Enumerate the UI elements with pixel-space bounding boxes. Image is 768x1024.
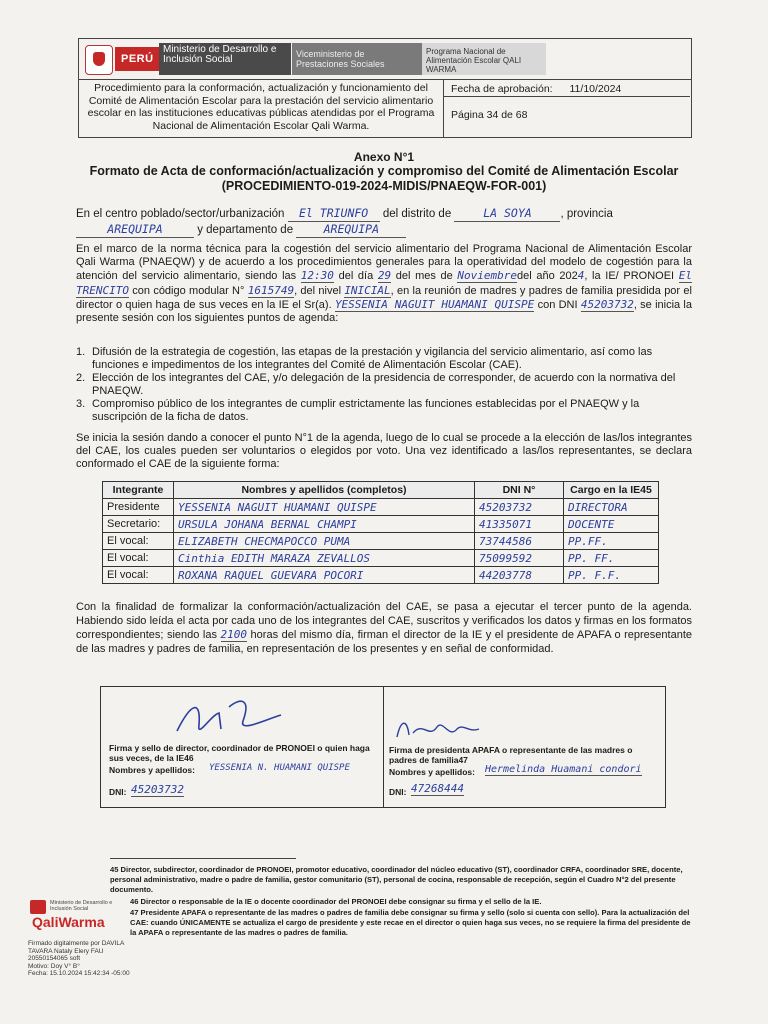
intro-text-1: En el marco de la norma técnica para la cogestión del servicio alimentario del Programa Nacional de Alimentación Escolar Qali Warma (PNAEQW) y de acuerdo a los procedimientos generales para la operatividad del modelo de cogestión para la atención del servicio alimentario, siendo las	[76, 243, 692, 283]
footnote-rule	[110, 858, 296, 859]
closing-text-1: Con la finalidad de formalizar la conformación/actualización del CAE, se pasa a ejecutar el tercer punto de la agenda. Habiendo sido leída el acta por cada uno de los integrantes del CAE, suscritos y verificados los datos y firmas en los formatos correspondientes; siendo las	[76, 601, 692, 641]
cell-cargo: DIRECTORA	[564, 499, 659, 516]
closing-paragraph	[76, 601, 692, 656]
col-nombres: Nombres y apellidos (completos)	[174, 482, 475, 499]
footnote-46: 46 Director o responsable de la IE o docente coordinador del PRONOEI debe consignar su firma y el sello de la IE.	[130, 897, 542, 906]
hora-cierre: 2100	[220, 628, 248, 641]
program-name: Programa Nacional de Alimentación Escolar QALI WARMA	[422, 43, 546, 75]
ie-nombre: El TRENCITO	[76, 269, 692, 297]
cell-nombre: YESSENIA NAGUIT HUAMANI QUISPE	[174, 499, 475, 516]
approval-date-label: Fecha de aprobación:	[451, 83, 553, 95]
apafa-dni: 47268444	[411, 782, 464, 795]
signature-box	[100, 686, 666, 808]
approval-date	[451, 83, 687, 95]
director-names-label: Nombres y apellidos:	[109, 765, 195, 775]
presidente-sesion: YESSENIA NAGUIT HUAMANI QUISPE	[334, 297, 535, 311]
closing-text-2: horas del mismo día, firman el director de la IE y el presidente de APAFA o representante de las madres y padres de familia, en representación de los presentes y en señal de conformidad.	[76, 629, 692, 655]
col-cargo: Cargo en la IE45	[564, 482, 659, 499]
location-text-3: , provincia	[560, 208, 613, 220]
table-row	[103, 516, 659, 533]
ministry-name: Ministerio de Desarrollo e Inclusión Social	[159, 43, 291, 75]
agenda-item	[76, 346, 692, 372]
qaliwarma-logo	[30, 898, 128, 934]
session-paragraph: Se inicia la sesión dando a conocer el punto N°1 de la agenda, luego de lo cual se procede a la elección de las/los integrantes del CAE, los cuales pueden ser voluntarios o elegidos por voto. Una vez identificado a las/los representantes, se declara conformado el CAE de la siguiente forma:	[76, 432, 692, 471]
form-code: (PROCEDIMIENTO-019-2024-MIDIS/PNAEQW-FOR-001)	[221, 179, 547, 193]
intro-text-4: del año 202	[517, 270, 578, 283]
cell-dni: 73744586	[475, 533, 564, 550]
col-dni: DNI N°	[475, 482, 564, 499]
annex-title: Anexo N°1	[353, 150, 415, 164]
cell-nombre: URSULA JOHANA BERNAL CHAMPI	[174, 516, 475, 533]
agenda-number: 1.	[76, 346, 86, 358]
table-row	[103, 550, 659, 567]
director-signature-label: Firma y sello de director, coordinador de PRONOEI o quien haga sus veces, de la IE46	[109, 743, 370, 763]
cell-cargo: PP.FF.	[564, 533, 659, 550]
table-row	[103, 567, 659, 584]
approval-date-value: 11/10/2024	[569, 83, 622, 95]
cell-integrante: Secretario:	[103, 516, 174, 533]
stamp-line: Fecha: 15.10.2024 15:42:34 -05:00	[28, 970, 130, 977]
table-header-row	[103, 482, 659, 499]
header-logos	[79, 39, 691, 80]
col-integrante: Integrante	[103, 482, 174, 499]
agenda-number: 3.	[76, 398, 86, 410]
header-line	[444, 96, 690, 97]
cell-cargo: DOCENTE	[564, 516, 659, 533]
agenda-number: 2.	[76, 372, 86, 384]
director-dni: 45203732	[131, 783, 184, 796]
footnote-47: 47 Presidente APAFA o representante de las madres o padres de familia debe consignar su firma y sello (solo si cuenta con sello). Para la actualización del CAE: cuando ÚNICAMENTE se actualiza el cargo de presidente y este recae en el director o quien haga sus veces, no se requiere la firma del presidente de la APAFA o representante de las madres o padres de familia.	[130, 908, 691, 937]
cell-integrante: El vocal:	[103, 550, 174, 567]
form-title: Formato de Acta de conformación/actualización y compromiso del Comité de Alimentación Escolar	[89, 164, 679, 178]
table-row	[103, 499, 659, 516]
cell-cargo: PP. F.F.	[564, 567, 659, 584]
agenda-item	[76, 398, 692, 424]
anio: 4	[577, 269, 585, 283]
director-names: YESSENIA N. HUAMANI QUISPE	[209, 763, 350, 773]
stamp-line: Firmado digitalmente por DAVILA	[28, 940, 125, 947]
cell-dni: 45203732	[475, 499, 564, 516]
stamp-line: 20550154065 soft	[28, 955, 81, 962]
cell-nombre: ELIZABETH CHECMAPOCCO PUMA	[174, 533, 475, 550]
digital-signature-stamp	[28, 940, 130, 978]
cell-dni: 75099592	[475, 550, 564, 567]
cae-members-table	[102, 481, 659, 584]
apafa-dni-label: DNI:	[389, 787, 407, 797]
intro-text-6: con código modular N°	[132, 284, 245, 297]
signature-divider	[383, 687, 384, 807]
agenda-item	[76, 372, 692, 398]
dia: 29	[377, 269, 392, 283]
mes: Noviembre	[457, 269, 518, 283]
nivel: INICIAL	[344, 283, 391, 297]
page-number: Página 34 de 68	[451, 109, 528, 121]
stamp-line: Motivo: Doy V° B°	[28, 962, 80, 970]
procedure-description: Procedimiento para la conformación, actualización y funcionamiento del Comité de Alimentación Escolar para la prestación del servicio alimentario escolar en las instituciones educativas públicas atendidas por el Programa Nacional de Alimentación Escolar Qali Warma.	[87, 82, 435, 132]
agenda-list	[76, 346, 692, 424]
distrito: LA SOYA	[454, 206, 560, 222]
apafa-names: Hermelinda Huamani condori	[485, 764, 642, 775]
location-text-4: y departamento de	[197, 224, 294, 236]
apafa-names-label: Nombres y apellidos:	[389, 767, 475, 777]
coat-of-arms-icon	[30, 900, 46, 914]
agenda-text: Elección de los integrantes del CAE, y/o delegación de la presidencia de corresponder, de acuerdo con la normativa del PNAEQW.	[92, 372, 676, 397]
intro-text-2: del día	[338, 270, 374, 283]
apafa-signature-label: Firma de presidenta APAFA o representante de las madres o padres de familia47	[389, 745, 633, 765]
intro-text-9: con DNI	[537, 298, 578, 311]
intro-text-8: , en la reunión de madres y padres de familia presidida por el director o quien haga de sus veces en la IE el Sr(a).	[76, 284, 692, 311]
location-paragraph	[76, 206, 692, 238]
footnote-45: 45 Director, subdirector, coordinador de PRONOEI, promotor educativo, coordinador del núcleo educativo (ST), coordinador CRFA, coordinador SRE, docente, personal administrativo, madre o padre de familia, gestor comunitario (ST), personal de cocina, responsable de recepción, según el Cuadro N°2 del presente documento.	[110, 865, 683, 894]
agenda-text: Compromiso público de los integrantes de cumplir estrictamente las funciones establecidas por el PNAEQW y la suscripción de la ficha de datos.	[92, 398, 640, 423]
director-dni-label: DNI:	[109, 787, 127, 797]
departamento: AREQUIPA	[296, 222, 406, 238]
stamp-line: TAVARA Nataly Elery FAU	[28, 947, 104, 955]
centro-poblado: El TRIUNFO	[288, 206, 380, 222]
qaliwarma-sub: Ministerio de Desarrollo e Inclusión Social	[50, 900, 113, 912]
cell-integrante: El vocal:	[103, 567, 174, 584]
cell-dni: 44203778	[475, 567, 564, 584]
qaliwarma-brand: QaliWarma	[32, 914, 105, 930]
cell-cargo: PP. FF.	[564, 550, 659, 567]
presidente-dni: 45203732	[580, 297, 634, 311]
apafa-signature	[393, 715, 483, 745]
intro-text-10: , se inicia la presente sesión con los siguientes puntos de agenda:	[76, 298, 692, 325]
document-header	[78, 38, 692, 138]
intro-text-5: , la IE/ PRONOEI	[584, 270, 675, 283]
peru-tag: PERÚ	[115, 47, 160, 71]
cell-dni: 41335071	[475, 516, 564, 533]
cell-integrante: Presidente	[103, 499, 174, 516]
director-signature	[171, 695, 291, 741]
intro-text-3: del mes de	[395, 270, 453, 283]
hora-inicio: 12:30	[300, 269, 334, 283]
intro-text-7: , del nivel	[294, 284, 342, 297]
cell-integrante: El vocal:	[103, 533, 174, 550]
header-divider	[443, 80, 444, 137]
agenda-text: Difusión de la estrategia de cogestión, las etapas de la prestación y vigilancia del servicio alimentario, así como las funciones e impedimentos de los integrantes del Comité de Alimentación Escolar (CAE).	[92, 346, 653, 371]
viceministry-name: Viceministerio de Prestaciones Sociales	[292, 43, 422, 75]
table-row	[103, 533, 659, 550]
cell-nombre: ROXANA RAQUEL GUEVARA POCORI	[174, 567, 475, 584]
cell-nombre: Cinthia EDITH MARAZA ZEVALLOS	[174, 550, 475, 567]
provincia: AREQUIPA	[76, 222, 194, 238]
location-text-2: del distrito de	[382, 208, 452, 220]
intro-paragraph	[76, 243, 692, 325]
location-text-1: En el centro poblado/sector/urbanización	[76, 208, 285, 220]
codigo-modular: 1615749	[247, 283, 295, 297]
coat-of-arms-icon	[85, 45, 113, 75]
